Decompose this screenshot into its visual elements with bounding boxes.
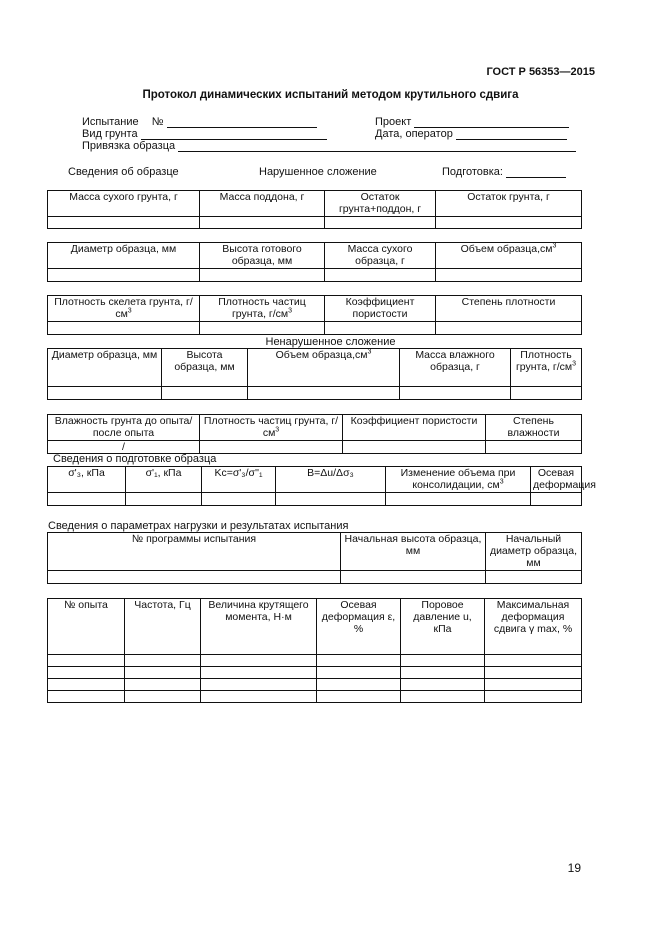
- table-cell[interactable]: [201, 667, 317, 679]
- table-cell[interactable]: [48, 571, 341, 584]
- preparation-field[interactable]: [506, 166, 566, 178]
- header-max-shear: Максимальная деформация сдвига γ max, %: [485, 599, 582, 655]
- table-cell[interactable]: [485, 679, 582, 691]
- header-initial-height: Начальная высота образца, мм: [341, 533, 486, 571]
- sample-info-heading: Сведения об образце: [68, 166, 179, 178]
- date-operator-line: [375, 128, 567, 140]
- table-cell[interactable]: [200, 322, 325, 335]
- header-dry-sample-mass: Масса сухого образца, г: [325, 243, 436, 269]
- moisture-table: [47, 414, 582, 454]
- header-sigma3: σ'₃, кПа: [48, 467, 126, 493]
- header-sample-height: Высота образца, мм: [162, 349, 248, 387]
- header-torque: Величина крутящего момента, Н·м: [201, 599, 317, 655]
- project-field[interactable]: [414, 116, 569, 128]
- project-line: [375, 116, 569, 128]
- table-cell[interactable]: [486, 441, 582, 454]
- table-cell[interactable]: [200, 441, 343, 454]
- header-sample-height: Высота готового образца, мм: [200, 243, 325, 269]
- test-line: [82, 116, 317, 128]
- table-cell[interactable]: [200, 217, 325, 229]
- results-table: [47, 598, 582, 703]
- table-cell[interactable]: [317, 691, 401, 703]
- header-sigma1: σ'₁, кПа: [126, 467, 202, 493]
- header-wet-sample-mass: Масса влажного образца, г: [400, 349, 511, 387]
- table-cell[interactable]: [125, 655, 201, 667]
- header-kc: Kc=σ'₃/σ''₁: [202, 467, 276, 493]
- header-sample-diameter: Диаметр образца, мм: [48, 349, 162, 387]
- undisturbed-table: [47, 348, 582, 400]
- undisturbed-heading: Ненарушенное сложение: [265, 336, 396, 348]
- table-cell[interactable]: [436, 217, 582, 229]
- date-operator-field[interactable]: [456, 128, 567, 140]
- header-soil-density: Плотность грунта, $г/см^3$: [511, 349, 582, 387]
- table-cell[interactable]: [325, 217, 436, 229]
- header-frequency: Частота, Гц: [125, 599, 201, 655]
- table-cell[interactable]: [48, 679, 125, 691]
- table-cell[interactable]: [325, 269, 436, 282]
- soil-type-field[interactable]: [141, 128, 327, 140]
- header-porosity: Коэффициент пористости: [325, 296, 436, 322]
- header-program-number: № программы испытания: [48, 533, 341, 571]
- table-cell[interactable]: [317, 667, 401, 679]
- table-cell[interactable]: [125, 691, 201, 703]
- table-cell[interactable]: [48, 217, 200, 229]
- table-cell[interactable]: [48, 269, 200, 282]
- header-density-degree: Степень плотности: [436, 296, 582, 322]
- disturbed-label: Нарушенное сложение: [259, 166, 377, 178]
- soil-type-label: Вид грунта: [82, 128, 138, 140]
- table-cell[interactable]: [401, 691, 485, 703]
- header-dry-soil-mass: Масса сухого грунта, г: [48, 191, 200, 217]
- header-tray-mass: Масса поддона, г: [200, 191, 325, 217]
- header-volume-change: Изменение объема при консолидации, $см^3$: [386, 467, 531, 493]
- table-cell[interactable]: [202, 493, 276, 506]
- load-params-heading: Сведения о параметрах нагрузки и результатах испытания: [48, 520, 349, 532]
- header-residue-soil: Остаток грунта, г: [436, 191, 582, 217]
- table-cell[interactable]: [276, 493, 386, 506]
- sample-ref-field[interactable]: [178, 140, 576, 152]
- table-cell[interactable]: [485, 667, 582, 679]
- table-cell[interactable]: [341, 571, 486, 584]
- table-cell[interactable]: [48, 387, 162, 400]
- preparation-label: Подготовка:: [442, 166, 503, 178]
- table-cell[interactable]: [531, 493, 582, 506]
- table-cell[interactable]: [201, 655, 317, 667]
- table-cell[interactable]: [511, 387, 582, 400]
- sample-dimensions-table: [47, 242, 582, 282]
- header-particle-density: Плотность частиц грунта, $г/см^3$: [200, 415, 343, 441]
- number-field[interactable]: [167, 116, 317, 128]
- table-cell[interactable]: [436, 322, 582, 335]
- header-sample-volume: Объем $образца,см^3$: [436, 243, 582, 269]
- table-cell[interactable]: [125, 667, 201, 679]
- table-cell[interactable]: [317, 679, 401, 691]
- table-cell[interactable]: [485, 655, 582, 667]
- preparation-table: [47, 466, 596, 506]
- table-cell[interactable]: [48, 691, 125, 703]
- table-cell[interactable]: [200, 269, 325, 282]
- preparation-heading: Сведения о подготовке образца: [53, 453, 217, 465]
- header-sample-diameter: Диаметр образца, мм: [48, 243, 200, 269]
- table-cell[interactable]: [317, 655, 401, 667]
- table-cell[interactable]: [201, 691, 317, 703]
- header-pore-pressure: Поровое давление u, кПа: [401, 599, 485, 655]
- table-cell[interactable]: [126, 493, 202, 506]
- header-test-number: № опыта: [48, 599, 125, 655]
- header-b: B=Δu/Δσ₃: [276, 467, 386, 493]
- table-cell[interactable]: [343, 441, 486, 454]
- header-porosity: Коэффициент пористости: [343, 415, 486, 441]
- table-cell[interactable]: [436, 269, 582, 282]
- table-cell[interactable]: [401, 679, 485, 691]
- load-params-table: [47, 532, 582, 584]
- standard-number: ГОСТ Р 56353—2015: [486, 66, 595, 78]
- table-cell[interactable]: [162, 387, 248, 400]
- table-cell[interactable]: [125, 679, 201, 691]
- header-sample-volume: Объем $образца,см^3$: [248, 349, 400, 387]
- table-cell[interactable]: [48, 655, 125, 667]
- table-cell[interactable]: [248, 387, 400, 400]
- date-operator-label: Дата, оператор: [375, 128, 453, 140]
- sample-ref-label: Привязка образца: [82, 140, 176, 152]
- preparation-line: [442, 166, 566, 178]
- project-label: Проект: [375, 116, 412, 128]
- test-label: Испытание: [82, 116, 139, 128]
- header-residue-tray: Остаток грунта+поддон, г: [325, 191, 436, 217]
- table-cell[interactable]: [401, 667, 485, 679]
- document-title: Протокол динамических испытаний методом крутильного сдвига: [142, 89, 519, 101]
- header-moisture: Влажность грунта до опыта/после опыта: [48, 415, 200, 441]
- header-moisture-degree: Степень влажности: [486, 415, 582, 441]
- header-initial-diameter: Начальный диаметр образца, мм: [486, 533, 582, 571]
- number-label: №: [151, 116, 164, 128]
- header-axial-deformation: Осевая деформация: [531, 467, 582, 493]
- header-axial-deformation: Осевая деформация ε, %: [317, 599, 401, 655]
- page-number: 19: [567, 861, 581, 875]
- table-cell[interactable]: [48, 667, 125, 679]
- table-cell[interactable]: [201, 679, 317, 691]
- dry-mass-table: [47, 190, 582, 229]
- table-cell[interactable]: [400, 387, 511, 400]
- table-cell[interactable]: [325, 322, 436, 335]
- table-cell[interactable]: [485, 691, 582, 703]
- moisture-before-after[interactable]: /: [48, 441, 200, 454]
- sample-ref-line: [82, 140, 576, 152]
- table-cell[interactable]: [48, 493, 126, 506]
- soil-type-line: [82, 128, 327, 140]
- header-skeleton-density: Плотность скелета грунта, $г/см^3$: [48, 296, 200, 322]
- table-cell[interactable]: [401, 655, 485, 667]
- header-particle-density: Плотность частиц грунта, $г/см^3$: [200, 296, 325, 322]
- table-cell[interactable]: [48, 322, 200, 335]
- density-table: [47, 295, 582, 335]
- table-cell[interactable]: [486, 571, 582, 584]
- table-cell[interactable]: [386, 493, 531, 506]
